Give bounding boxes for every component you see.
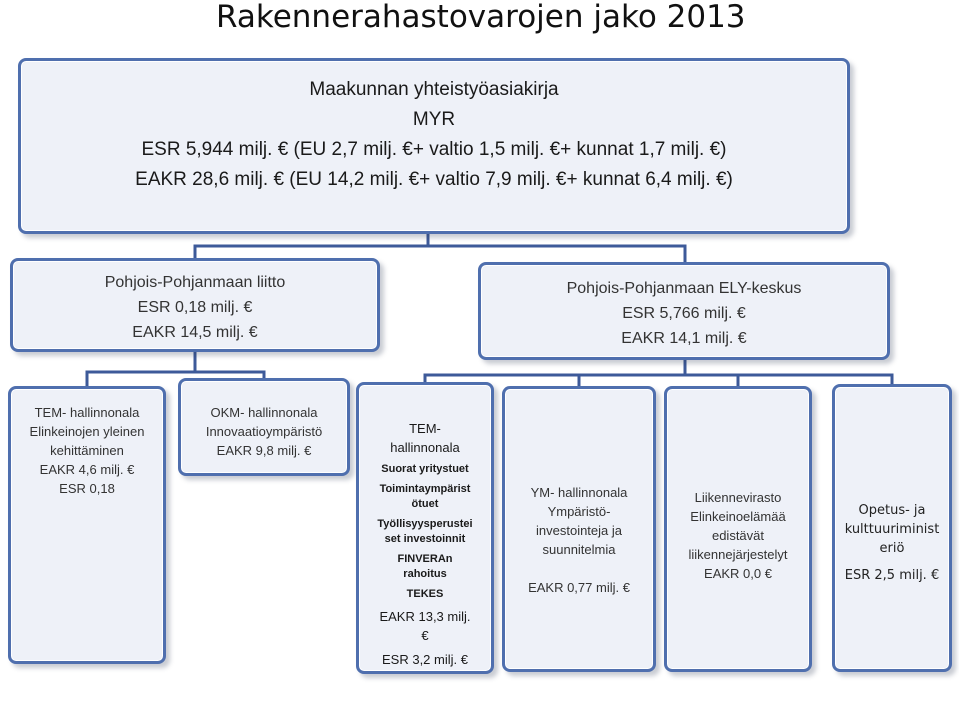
ely-name: Pohjois-Pohjanmaan ELY-keskus: [566, 280, 802, 297]
top-box-line1: Maakunnan yhteistyöasiakirja: [309, 79, 559, 100]
tem2-item-toimintaymparistotuet-a: Toimintaympärist: [379, 483, 471, 495]
liikenne-line3: edistävät: [711, 528, 765, 543]
tem1-eakr: EAKR 4,6 milj. €: [39, 462, 135, 477]
opetus-ja-kulttuuriministerio-box: [832, 384, 952, 672]
ely-eakr: EAKR 14,1 milj. €: [621, 330, 747, 347]
tem2-item-tyollisyys-a: Työllisyysperustei: [377, 518, 473, 530]
ym-line3: investointeja ja: [536, 523, 622, 538]
ely-keskus-box: [478, 262, 890, 360]
liitto-eakr: EAKR 14,5 milj. €: [132, 324, 258, 341]
okm-hallinnonala-box: [178, 378, 350, 476]
page-title: Rakennerahastovarojen jako 2013: [216, 0, 746, 35]
top-box-eakr: EAKR 28,6 milj. € (EU 14,2 milj. €+ valtio 7,9 milj. €+ kunnat 6,4 milj. €): [135, 169, 733, 190]
connector-ely-children: [425, 360, 892, 386]
liitto-esr: ESR 0,18 milj. €: [137, 299, 253, 316]
tem2-eakr-b: €: [421, 628, 429, 643]
tem1-esr: ESR 0,18: [59, 481, 115, 496]
tem1-line3: kehittäminen: [50, 443, 124, 458]
tem1-line2: Elinkeinojen yleinen: [29, 424, 145, 439]
tem2-item-toimintaymparistotuet-b: ötuet: [411, 498, 439, 510]
opetus-line2: kulttuuriminist: [844, 522, 940, 537]
tem2-item-suorat-yritystuet: Suorat yritystuet: [381, 463, 469, 475]
tem-hallinnonala-yritystuet-box: [356, 382, 494, 674]
liitto-name: Pohjois-Pohjanmaan liitto: [104, 274, 286, 291]
ym-line1: YM- hallinnonala: [530, 485, 628, 500]
tem2-eakr-a: EAKR 13,3 milj.: [379, 609, 471, 624]
liikenne-eakr: EAKR 0,0 €: [704, 566, 772, 581]
liikenne-line1: Liikennevirasto: [694, 490, 782, 505]
opetus-line3: eriö: [879, 541, 905, 556]
top-box-esr: ESR 5,944 milj. € (EU 2,7 milj. €+ valtio 1,5 milj. €+ kunnat 1,7 milj. €): [141, 139, 727, 160]
ely-esr: ESR 5,766 milj. €: [622, 305, 746, 322]
opetus-esr: ESR 2,5 milj. €: [844, 568, 940, 583]
tem2-item-finvera-b: rahoitus: [403, 568, 447, 580]
tem2-item-finvera-a: FINVERAn: [397, 553, 453, 565]
tem2-item-tekes: TEKES: [406, 588, 444, 600]
ym-line4: suunnitelmia: [542, 542, 616, 557]
tem2-line2: hallinnonala: [390, 440, 460, 455]
tem2-esr: ESR 3,2 milj. €: [382, 652, 468, 667]
maakunnan-yhteistyoasiakirja-box: [18, 58, 850, 234]
okm-line2: Innovaatioympäristö: [205, 424, 323, 439]
liikenne-line4: liikennejärjestelyt: [688, 547, 788, 562]
opetus-line1: Opetus- ja: [858, 503, 926, 518]
okm-eakr: EAKR 9,8 milj. €: [216, 443, 312, 458]
liikennevirasto-box: [664, 386, 812, 672]
okm-line1: OKM- hallinnonala: [210, 405, 318, 420]
ym-hallinnonala-box: [502, 386, 656, 672]
tem2-line1: TEM-: [409, 421, 441, 436]
top-box-line2: MYR: [412, 109, 456, 130]
tem-hallinnonala-elinkeinot-box: [8, 386, 166, 664]
ym-eakr: EAKR 0,77 milj. €: [528, 580, 630, 595]
ym-line2: Ympäristö-: [547, 504, 611, 519]
pohjois-pohjanmaan-liitto-box: [10, 258, 380, 352]
tem1-line1: TEM- hallinnonala: [34, 405, 140, 420]
liikenne-line2: Elinkeinoelämää: [690, 509, 786, 524]
tem2-item-tyollisyys-b: set investoinnit: [384, 533, 466, 545]
